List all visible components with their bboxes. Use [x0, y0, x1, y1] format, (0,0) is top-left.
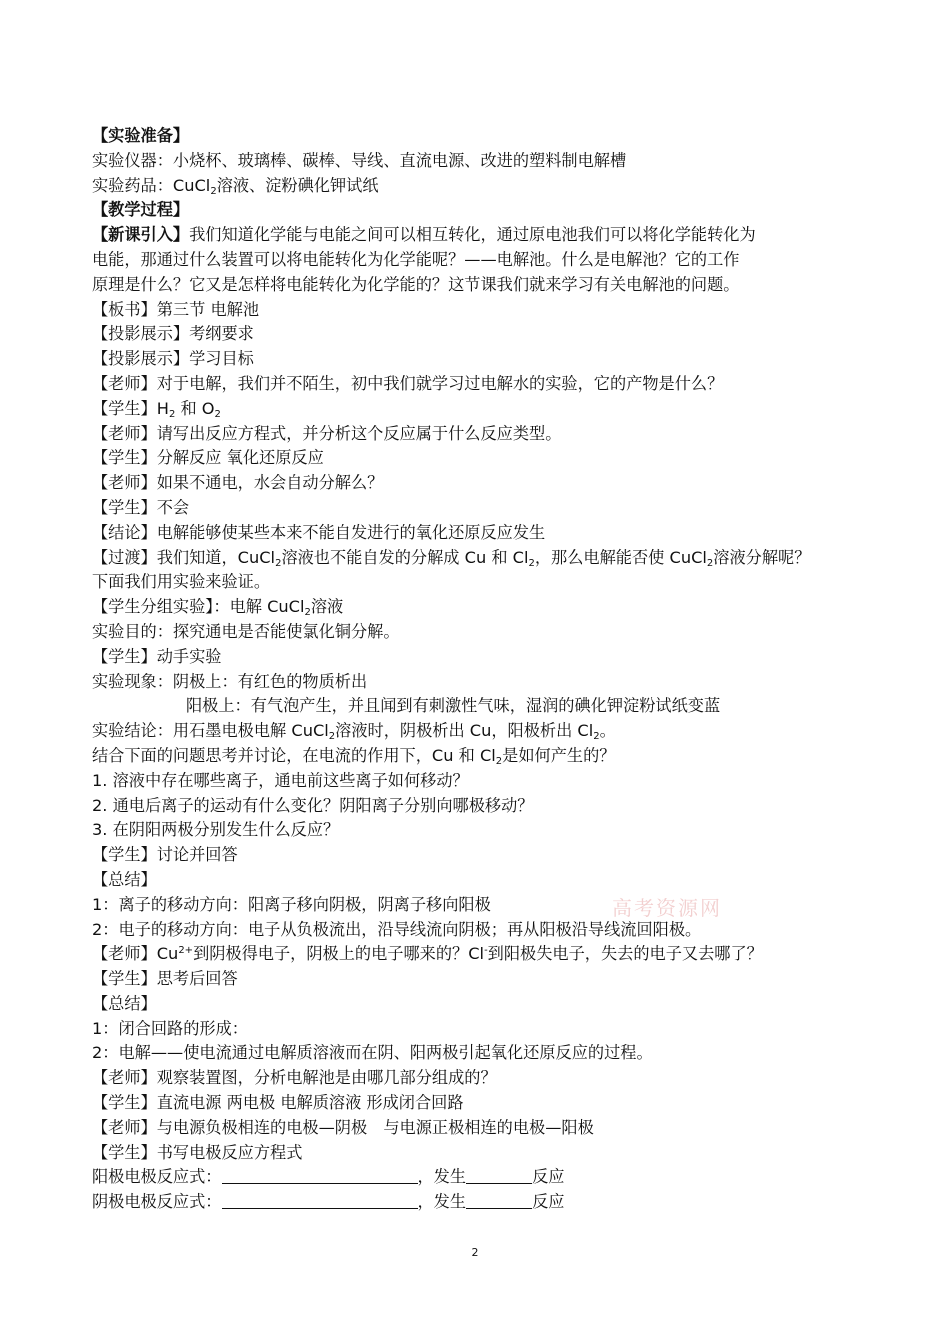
- question-1: 1. 溶液中存在哪些离子，通电前这些离子如何移动？: [92, 770, 469, 790]
- student-line-5: 【学生】直流电源 两电极 电解质溶液 形成闭合回路: [92, 1093, 464, 1113]
- summary-heading-1: 【总结】: [92, 869, 157, 889]
- watermark: 高考资源网: [612, 896, 722, 920]
- summary-1-item-2: 2：电子的移动方向：电子从负极流出，沿导线流向阴极；再从阳极沿导线流回阳极。: [92, 919, 702, 939]
- teacher-line-6: 【老师】与电源负极相连的电极—阴极 与电源正极相连的电极—阳极: [92, 1117, 594, 1137]
- student-line-6: 【学生】书写电极反应方程式: [92, 1142, 303, 1162]
- student-line-2: 【学生】分解反应 氧化还原反应: [92, 448, 324, 468]
- question-3: 3. 在阴阳两极分别发生什么反应？: [92, 820, 340, 840]
- summary-1-item-1: 1：离子的移动方向：阳离子移向阴极，阴离子移向阳极: [92, 894, 491, 914]
- teacher-line-5: 【老师】观察装置图，分析电解池是由哪几部分组成的？: [92, 1068, 497, 1088]
- teacher-line-4: 【老师】$Cu^{2+}$到阴极得电子，阴极上的电子哪来的？Cl-到阳极失电子，失去的电子又去哪了？: [92, 944, 763, 964]
- projection-line-1: 【投影展示】考纲要求: [92, 324, 254, 344]
- intro-line-2: 电能，那通过什么装置可以将电能转化为化学能呢？——电解池。什么是电解池？它的工作: [92, 249, 740, 269]
- phenomenon-line-2: 阳极上：有气泡产生，并且闻到有刺激性气味，湿润的碘化钾淀粉试纸变蓝: [186, 696, 721, 716]
- instruments-line: 实验仪器：小烧杯、玻璃棒、碳棒、导线、直流电源、改进的塑料制电解槽: [92, 150, 627, 170]
- board-line: 【板书】第三节 电解池: [92, 299, 260, 319]
- student-discuss-line: 【学生】讨论并回答: [92, 845, 238, 865]
- cathode-equation-blank: [222, 1192, 418, 1209]
- projection-line-2: 【投影展示】学习目标: [92, 349, 254, 369]
- section-heading-process: 【教学过程】: [92, 200, 190, 220]
- student-line-1: 【学生】$H_2$ 和 $O_2$: [92, 398, 221, 420]
- document-body: [92, 124, 882, 1215]
- student-think-line: 【学生】思考后回答: [92, 969, 238, 989]
- intro-line-3: 原理是什么？它又是怎样将电能转化为化学能的？这节课我们就来学习有关电解池的问题。: [92, 274, 740, 294]
- anode-reaction-blank: [466, 1167, 532, 1184]
- transition-line-2: 下面我们用实验来验证。: [92, 572, 271, 592]
- purpose-line: 实验目的：探究通电是否能使氯化铜分解。: [92, 621, 400, 641]
- question-2: 2. 通电后离子的运动有什么变化？阴阳离子分别向哪极移动？: [92, 795, 534, 815]
- intro-line-1: 【新课引入】我们知道化学能与电能之间可以相互转化，通过原电池我们可以将化学能转化为: [92, 225, 756, 245]
- section-heading-prep: 【实验准备】: [92, 126, 190, 145]
- teacher-line-2: 【老师】请写出反应方程式，并分析这个反应属于什么反应类型。: [92, 423, 562, 443]
- summary-2-item-1: 1：闭合回路的形成：: [92, 1018, 248, 1038]
- discussion-line: 结合下面的问题思考并讨论，在电流的作用下，Cu 和 $Cl_2$是如何产生的？: [92, 745, 616, 767]
- cathode-reaction-blank: [466, 1192, 532, 1209]
- group-experiment-line: 【学生分组实验】：电解 CuCl$_2$溶液: [92, 597, 344, 619]
- page-number: 2: [471, 1246, 479, 1259]
- teacher-line-1: 【老师】对于电解，我们并不陌生，初中我们就学习过电解水的实验，它的产物是什么？: [92, 373, 724, 393]
- anode-equation-line: 阳极电极反应式： ，发生 反应: [92, 1167, 565, 1187]
- reagents-line: 实验药品：CuCl$_2$溶液、淀粉碘化钾试纸: [92, 175, 379, 197]
- transition-line-1: 【过渡】我们知道，CuCl$_2$溶液也不能自发的分解成 Cu 和 $Cl_2$，那么电解能否使 CuCl$_2$溶液分解呢？: [92, 547, 811, 569]
- result-line: 实验结论：用石墨电极电解 CuCl$_2$溶液时，阴极析出 Cu，阳极析出 $Cl_2$。: [92, 721, 616, 743]
- summary-heading-2: 【总结】: [92, 993, 157, 1013]
- phenomenon-line-1: 实验现象：阴极上：有红色的物质析出: [92, 671, 368, 691]
- summary-2-item-2: 2：电解——使电流通过电解质溶液而在阴、阳两极引起氧化还原反应的过程。: [92, 1043, 653, 1063]
- teacher-line-3: 【老师】如果不通电，水会自动分解么？: [92, 473, 384, 493]
- cathode-equation-line: 阴极电极反应式： ，发生 反应: [92, 1192, 565, 1212]
- student-line-3: 【学生】不会: [92, 497, 190, 517]
- conclusion-line: 【结论】电解能够使某些本来不能自发进行的氧化还原反应发生: [92, 522, 546, 542]
- anode-equation-blank: [222, 1167, 418, 1184]
- student-hands-on-line: 【学生】动手实验: [92, 646, 222, 666]
